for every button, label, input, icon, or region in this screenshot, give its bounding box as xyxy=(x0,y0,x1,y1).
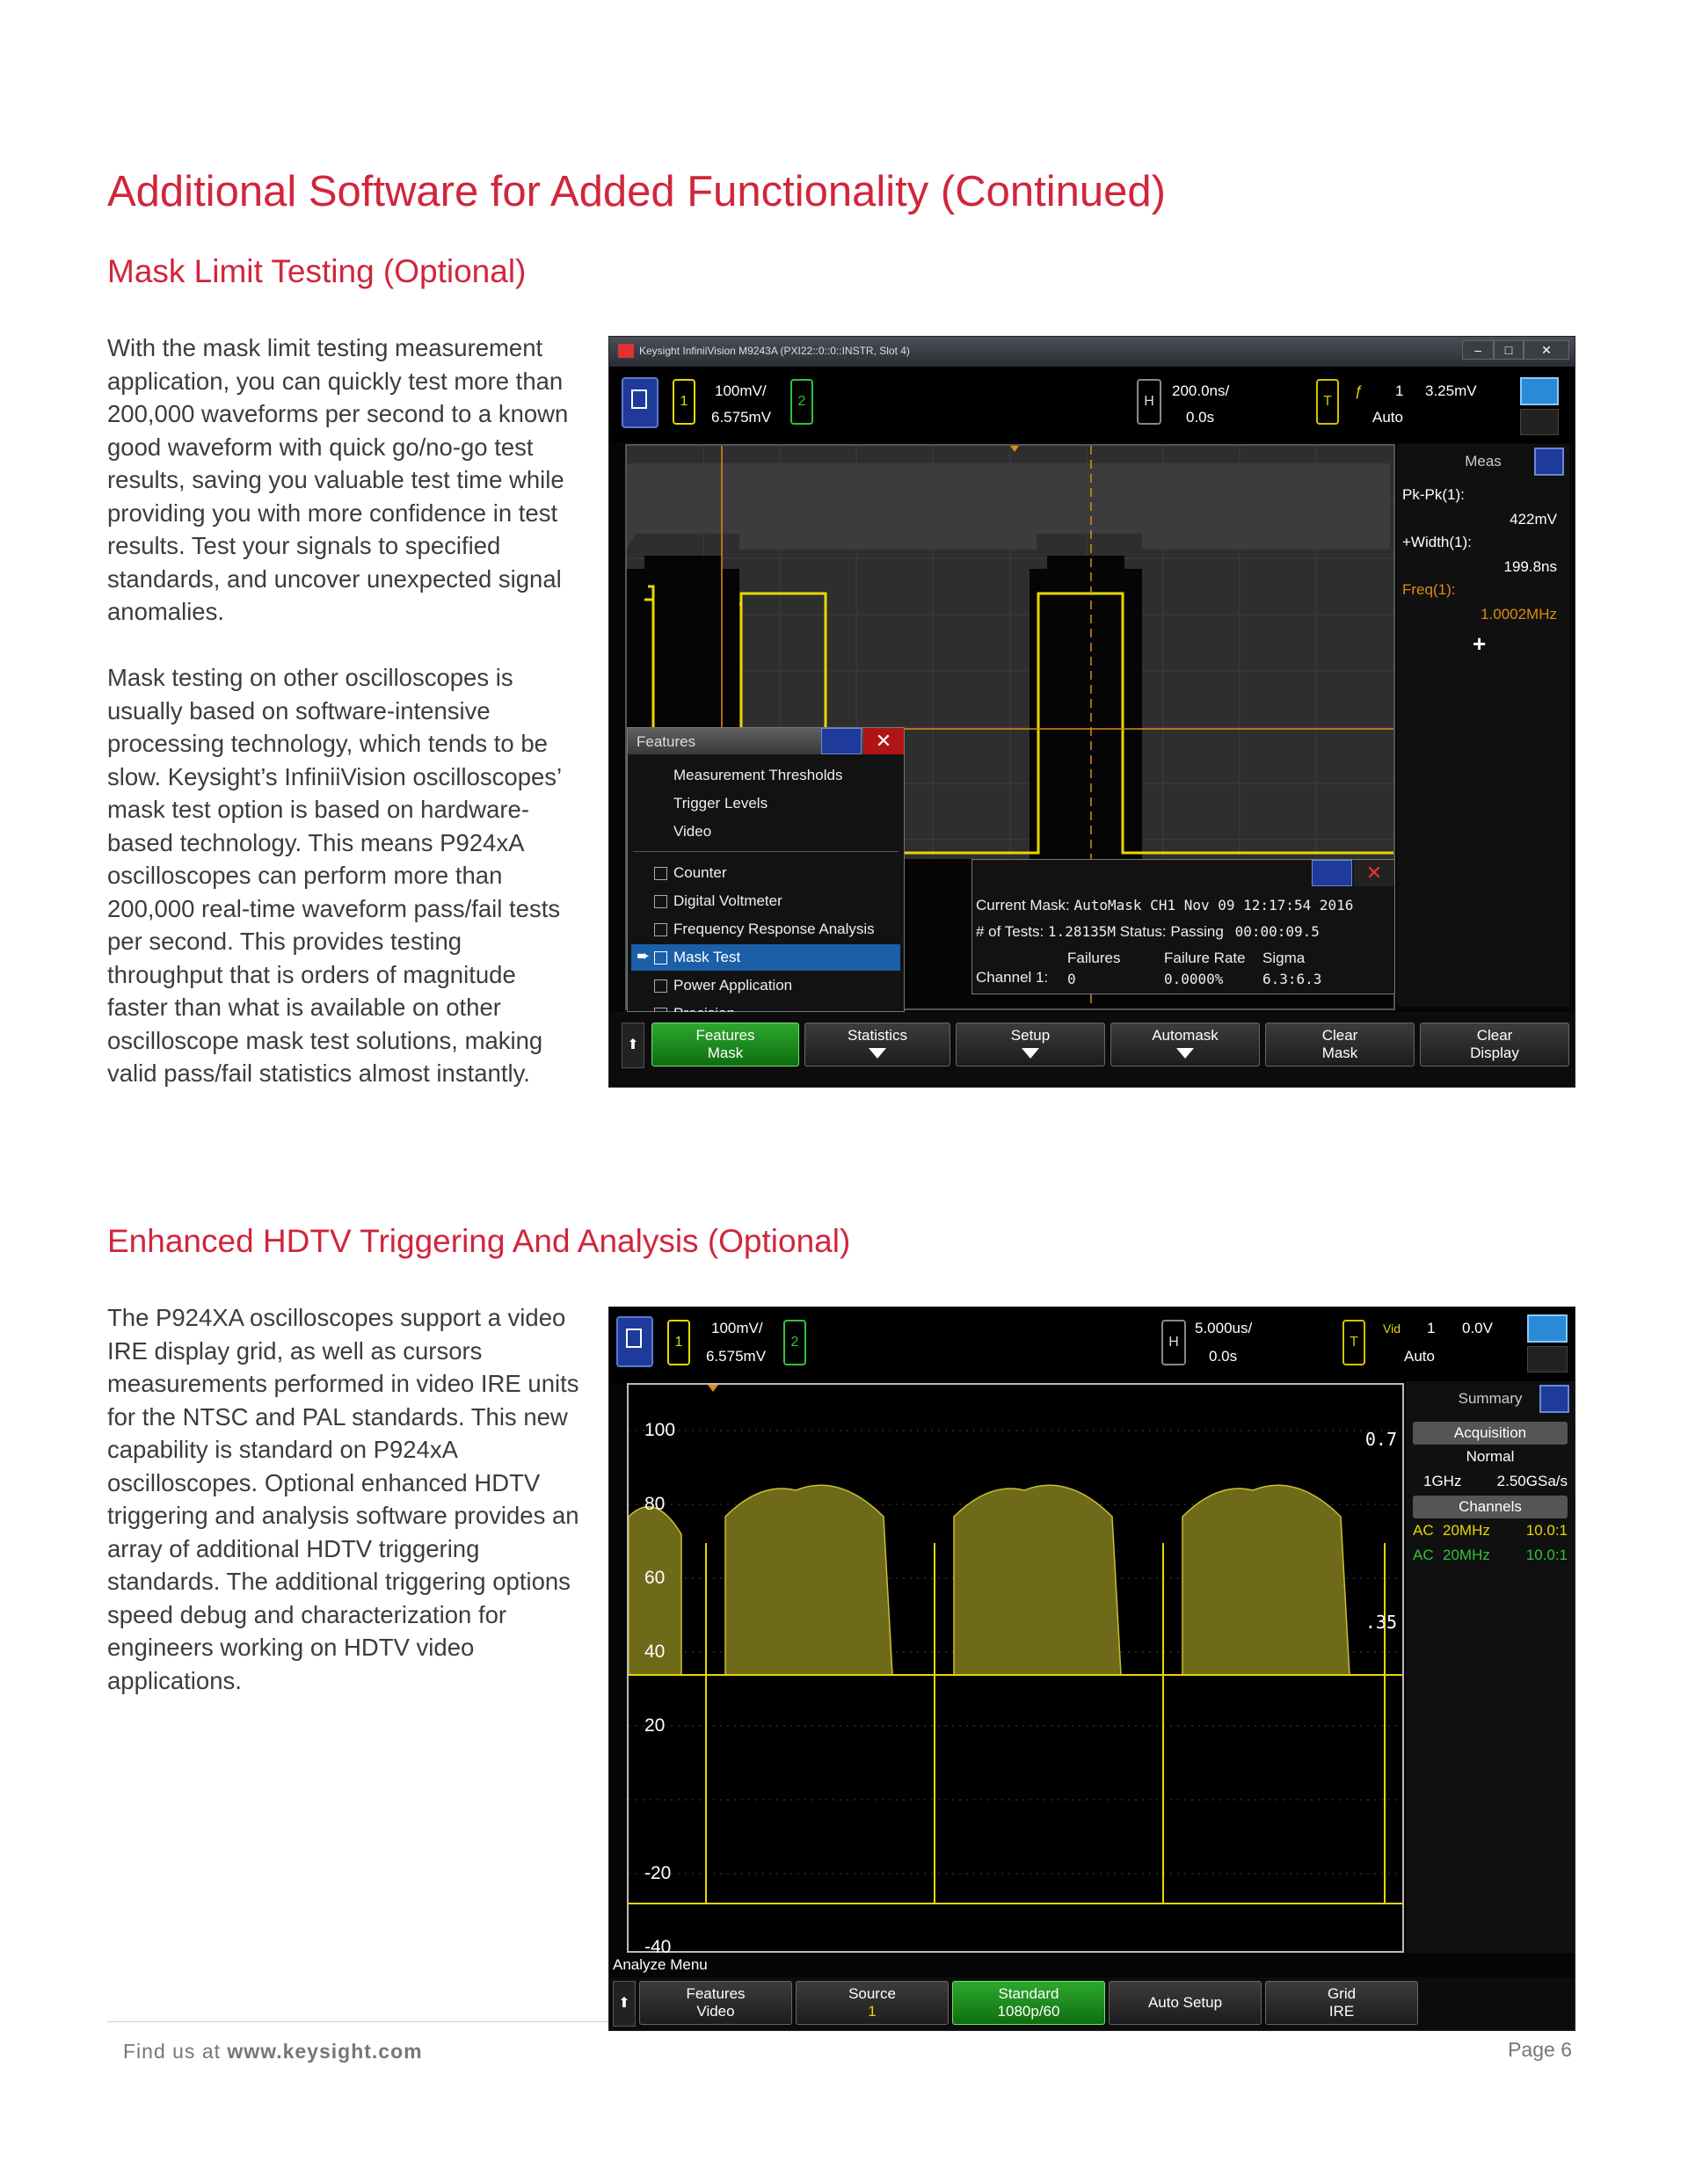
submenu-arrow-icon xyxy=(869,1048,886,1059)
softkey-standard[interactable]: Standard 1080p/60 xyxy=(952,1981,1105,2025)
ire-label-80: 80 xyxy=(644,1494,666,1514)
page-title: Additional Software for Added Functionality (Continued) xyxy=(107,168,1166,215)
features-item-video[interactable]: Video xyxy=(673,823,712,840)
channels-header: Channels xyxy=(1413,1496,1568,1518)
footer-link[interactable]: www.keysight.com xyxy=(227,2040,423,2063)
ch1-coupling: AC xyxy=(1413,1522,1434,1539)
power-checkbox[interactable] xyxy=(654,979,667,993)
mask-statistics-panel xyxy=(971,859,1395,994)
softkey-clear-mask[interactable]: Clear Mask xyxy=(1265,1023,1415,1067)
acquisition-sample-rate: 2.50GSa/s xyxy=(1496,1473,1568,1489)
channel-1-badge[interactable]: 1 xyxy=(667,1320,690,1365)
features-menu-popup xyxy=(627,727,905,1012)
selection-arrow-icon: ➨ xyxy=(637,947,651,965)
summary-sidebar xyxy=(1406,1381,1575,1953)
trigger-badge[interactable]: T xyxy=(1316,379,1339,425)
horizontal-scale: 200.0ns/ xyxy=(1172,382,1230,399)
trigger-channel: 1 xyxy=(1395,382,1404,399)
channel-2-badge[interactable]: 2 xyxy=(783,1320,806,1365)
failures-column-header: Failures xyxy=(1067,950,1121,966)
fra-checkbox[interactable] xyxy=(654,923,667,936)
counter-checkbox[interactable] xyxy=(654,867,667,880)
meas-header: Meas xyxy=(1465,453,1502,470)
meas-label-width: +Width(1): xyxy=(1402,534,1472,550)
ire-label-60: 60 xyxy=(644,1568,666,1588)
softkey-clear-display[interactable]: Clear Display xyxy=(1420,1023,1569,1067)
hdtv-section-heading: Enhanced HDTV Triggering And Analysis (Optional) xyxy=(107,1223,851,1259)
channel-1-badge[interactable]: 1 xyxy=(673,379,695,425)
menu-up-arrow-icon[interactable]: ⬆ xyxy=(622,1023,644,1068)
softkey-bar xyxy=(609,1012,1575,1087)
softkey-automask[interactable]: Automask xyxy=(1110,1023,1260,1067)
hdtv-screenshot xyxy=(608,1307,1575,2031)
scope2-status-bar xyxy=(609,1307,1575,1383)
tests-count: 1.28135M xyxy=(1047,923,1116,940)
main-menu-button[interactable] xyxy=(622,377,658,428)
mask-test-screenshot xyxy=(608,336,1575,1088)
meas-value-freq: 1.0002MHz xyxy=(1481,606,1557,622)
ch1-offset: 6.575mV xyxy=(706,1348,767,1365)
trigger-badge[interactable]: T xyxy=(1342,1320,1365,1365)
menu-icon xyxy=(631,389,647,409)
channel-1-row-label: Channel 1: xyxy=(976,969,1049,986)
window-title: Keysight InfiniiVision M9243A (PXI22::0::0::INSTR, Slot 4) xyxy=(639,345,910,357)
maximize-button[interactable]: □ xyxy=(1494,340,1524,360)
ch1-scale: 100mV/ xyxy=(715,382,767,399)
mask-stats-pin-button[interactable] xyxy=(1312,860,1352,886)
features-item-mask-test-highlight[interactable] xyxy=(631,944,900,971)
softkey-features[interactable]: Features Mask xyxy=(651,1023,799,1067)
test-status: Status: Passing xyxy=(1119,923,1224,940)
ire-label-100: 100 xyxy=(644,1420,676,1440)
features-item-trigger-levels[interactable]: Trigger Levels xyxy=(673,795,768,812)
features-item-fra[interactable]: Frequency Response Analysis xyxy=(673,921,875,937)
softkey-setup[interactable]: Setup xyxy=(956,1023,1105,1067)
trigger-channel: 1 xyxy=(1427,1320,1436,1336)
waveform-display[interactable] xyxy=(625,444,1395,1010)
softkey-source[interactable]: Source 1 xyxy=(796,1981,949,2025)
ch1-probe-ratio: 10.0:1 xyxy=(1525,1522,1568,1539)
submenu-arrow-icon xyxy=(1022,1048,1039,1059)
acquisition-header: Acquisition xyxy=(1413,1422,1568,1445)
features-divider xyxy=(633,851,899,852)
ire-label-20: 20 xyxy=(644,1715,666,1736)
channel-2-badge[interactable]: 2 xyxy=(790,379,813,425)
summary-header: Summary xyxy=(1458,1390,1523,1407)
horizontal-delay: 0.0s xyxy=(1209,1348,1238,1365)
features-menu-header xyxy=(628,728,904,754)
features-menu-title: Features xyxy=(637,733,696,750)
video-waveform-display[interactable] xyxy=(627,1383,1404,1957)
softkey-statistics[interactable]: Statistics xyxy=(804,1023,950,1067)
horizontal-delay: 0.0s xyxy=(1186,409,1215,426)
keysight-logo-icon xyxy=(618,344,634,358)
mask-section-heading: Mask Limit Testing (Optional) xyxy=(107,253,527,289)
trigger-edge-icon: ƒ xyxy=(1355,382,1364,399)
trigger-level: 0.0V xyxy=(1462,1320,1493,1336)
horizontal-scale: 5.000us/ xyxy=(1195,1320,1253,1336)
sigma-column-header: Sigma xyxy=(1262,950,1306,966)
ire-label-minus-20: -20 xyxy=(644,1863,672,1883)
minimize-button[interactable]: – xyxy=(1462,340,1494,360)
channel-1-failures: 0 xyxy=(1067,971,1076,987)
mask-paragraph-1: With the mask limit testing measurement application, you can quickly test more than 200,000 waveforms per second to a known good waveform with quick go/no-go test results, saving you valuable test time while providing you with more confidence in test results. Test your signals to specified standards, and uncover unexpected signal anomalies. xyxy=(107,334,569,625)
scope-status-bar xyxy=(609,367,1575,442)
current-mask-value: AutoMask CH1 Nov 09 12:17:54 2016 xyxy=(1073,897,1354,914)
submenu-arrow-icon xyxy=(1176,1048,1194,1059)
footer-divider xyxy=(107,2021,608,2022)
trigger-source: Vid xyxy=(1383,1321,1401,1336)
ire-label-40: 40 xyxy=(644,1642,666,1662)
features-item-power[interactable]: Power Application xyxy=(673,977,793,994)
close-window-button[interactable]: ✕ xyxy=(1524,340,1569,360)
dvm-checkbox[interactable] xyxy=(654,895,667,908)
meas-value-pkpk: 422mV xyxy=(1510,511,1557,528)
mask-paragraph-2: Mask testing on other oscilloscopes is usually based on software-intensive processing technology, which tends to be slow. Keysight’s InfiniiVision oscilloscopes’ mask test option is based on hardware-based technology. This means P924xA oscilloscopes can perform more than 200,000 real-time waveform pass/fail tests per second. This provides testing throughput that is orders of magnitude faster than what is available on other oscilloscope mask test solutions, making valid pass/fail statistics almost instantly. xyxy=(107,664,562,1087)
softkey-grid[interactable]: Grid IRE xyxy=(1265,1981,1418,2025)
channel-1-sigma: 6.3:6.3 xyxy=(1262,971,1322,987)
features-item-mask-test[interactable]: Mask Test xyxy=(673,949,741,965)
ch1-scale: 100mV/ xyxy=(711,1320,763,1336)
ch1-offset: 6.575mV xyxy=(711,409,772,426)
footer-text xyxy=(123,2040,423,2064)
ch2-coupling: AC xyxy=(1413,1547,1434,1563)
horizontal-badge[interactable]: H xyxy=(1137,379,1161,425)
menu-up-arrow-icon[interactable]: ⬆ xyxy=(613,1981,636,2027)
window-titlebar xyxy=(609,337,1575,367)
meas-menu-button[interactable] xyxy=(1534,448,1564,476)
mask-test-checkbox[interactable] xyxy=(654,951,667,965)
horizontal-badge[interactable]: H xyxy=(1161,1320,1186,1365)
meas-label-pkpk: Pk-Pk(1): xyxy=(1402,486,1465,503)
menu-icon xyxy=(626,1329,642,1348)
acquisition-bandwidth: 1GHz xyxy=(1423,1473,1462,1489)
footer-prefix: Find us at xyxy=(123,2040,221,2063)
ch1-bandwidth-limit: 20MHz xyxy=(1443,1522,1490,1539)
features-close-button[interactable]: ✕ xyxy=(863,728,904,754)
features-pin-button[interactable] xyxy=(821,728,862,754)
meas-label-freq: Freq(1): xyxy=(1402,581,1456,598)
test-elapsed-time: 00:00:09.5 xyxy=(1234,923,1320,940)
features-item-digital-voltmeter[interactable]: Digital Voltmeter xyxy=(673,892,782,909)
ch2-probe-ratio: 10.0:1 xyxy=(1525,1547,1568,1563)
touch-select-icon[interactable] xyxy=(1527,1314,1568,1343)
softkey-features[interactable]: Features Video xyxy=(639,1981,792,2025)
channel-1-failure-rate: 0.0000% xyxy=(1164,971,1224,987)
hdtv-body-text xyxy=(107,1301,582,1730)
analyze-menu-label: Analyze Menu xyxy=(613,1956,708,1973)
softkey-auto-setup[interactable]: Auto Setup xyxy=(1109,1981,1262,2025)
ch2-bandwidth-limit: 20MHz xyxy=(1443,1547,1490,1563)
main-menu-button[interactable] xyxy=(616,1316,653,1367)
tests-label: # of Tests: xyxy=(976,923,1044,940)
current-mask-label: Current Mask: xyxy=(976,897,1070,914)
touch-draw-icon[interactable] xyxy=(1527,1346,1568,1372)
meas-value-width: 199.8ns xyxy=(1503,558,1557,575)
trigger-mode: Auto xyxy=(1404,1348,1435,1365)
mask-body-text xyxy=(107,331,582,1123)
touch-draw-icon[interactable] xyxy=(1520,409,1559,435)
hdtv-paragraph-1: The P924XA oscilloscopes support a video IRE display grid, as well as cursors measurements performed in video IRE units for the NTSC and PAL standards. This new capability is standard on P924xA oscilloscopes. Optional enhanced HDTV triggering and analysis software provides an array of additional HDTV triggering standards. The additional triggering options speed debug and characterization for engineers working on HDTV video applications. xyxy=(107,1304,579,1694)
measurement-sidebar xyxy=(1397,444,1569,1007)
acquisition-mode: Normal xyxy=(1466,1448,1515,1465)
cursor-b-readout: .35 xyxy=(1364,1612,1397,1633)
ire-label-minus-40: -40 xyxy=(644,1937,672,1957)
hdtv-waveform-graphic xyxy=(629,1385,1402,1951)
touch-select-icon[interactable] xyxy=(1520,377,1559,405)
cursor-a-readout: 0.7 xyxy=(1364,1429,1397,1450)
trigger-mode: Auto xyxy=(1372,409,1403,426)
features-item-measurement-thresholds[interactable]: Measurement Thresholds xyxy=(673,767,843,783)
features-item-counter[interactable]: Counter xyxy=(673,864,727,881)
trigger-level: 3.25mV xyxy=(1425,382,1477,399)
mask-stats-close-button[interactable]: ✕ xyxy=(1354,860,1394,886)
page-number: Page 6 xyxy=(1508,2038,1572,2061)
summary-menu-button[interactable] xyxy=(1539,1385,1569,1413)
softkey-bar xyxy=(609,1977,1575,2030)
add-measurement-icon[interactable]: + xyxy=(1473,630,1487,657)
failure-rate-column-header: Failure Rate xyxy=(1164,950,1246,966)
